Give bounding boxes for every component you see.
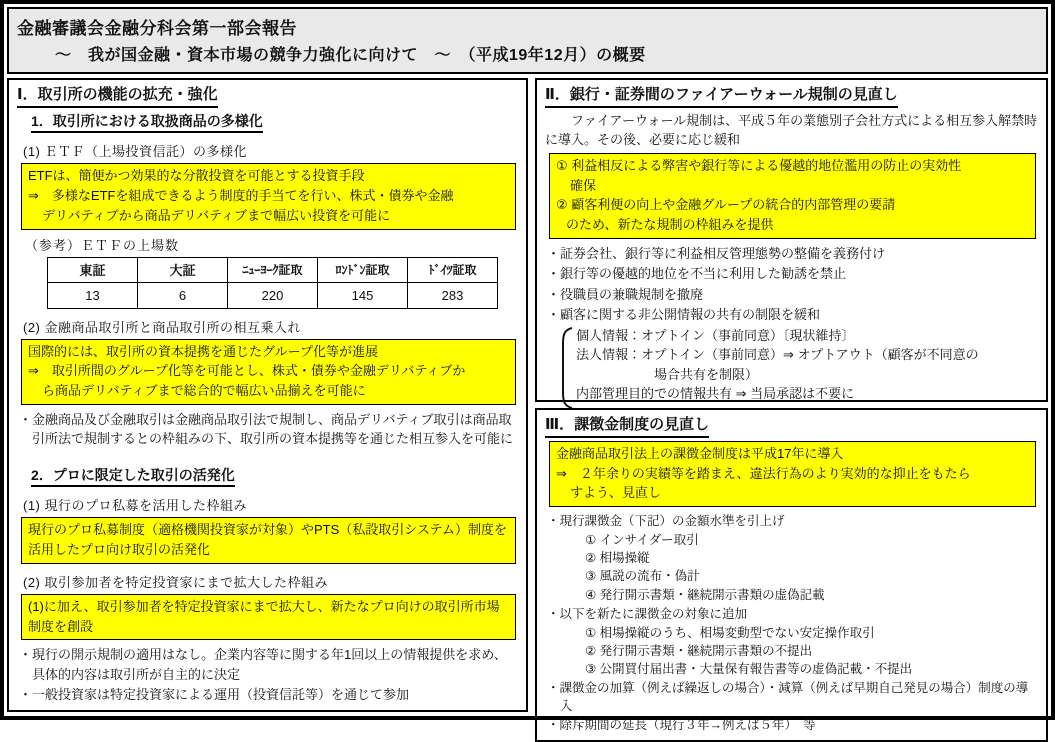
brace-item-continuation: 場合共有を制限） xyxy=(654,366,759,382)
brace-item: 内部管理目的での情報共有 ⇒ 当局承認は不要に xyxy=(576,386,855,402)
information-sharing-items xyxy=(576,326,1038,410)
numbered-item: ③ 風説の流布・偽計 xyxy=(585,569,700,584)
table-header-cell: 大証 xyxy=(138,257,228,282)
etf-listings-table xyxy=(47,257,498,309)
bullet-item: ・現行の開示規制の適用はなし。企業内容等に関する年1回以上の情報提供を求め、具体的内容は取引所が自主的に決定 xyxy=(19,647,507,682)
section-i-2-heading: 2．プロに限定した取引の活発化 xyxy=(31,467,518,488)
highlight-line: 現行のプロ私募制度（適格機関投資家が対象）やPTS（私設取引システム）制度を活用したプロ向け取引の活発化 xyxy=(28,522,507,557)
title-box xyxy=(7,7,1048,74)
etf-table-caption: （参考）ＥＴＦの上場数 xyxy=(25,237,180,253)
item-2-2-heading: (2) 取引参加者を特定投資家にまで拡大した枠組み xyxy=(23,574,329,590)
highlight-box-etf xyxy=(21,163,516,229)
information-sharing-group xyxy=(559,326,1038,410)
doc-title-line1: 金融審議会金融分科会第一部会報告 xyxy=(17,19,297,38)
right-column xyxy=(535,78,1048,733)
highlight-line: ① 利益相反による弊害や銀行等による優越的地位濫用の防止の実効性 xyxy=(556,157,962,173)
item-1-1-heading: (1) ＥＴＦ（上場投資信託）の多様化 xyxy=(23,144,248,160)
section-i-heading: Ⅰ．取引所の機能の拡充・強化 xyxy=(17,86,518,108)
section-ii-heading: Ⅱ．銀行・証券間のファイアーウォール規制の見直し xyxy=(545,86,1038,108)
table-value-cell: 220 xyxy=(228,282,318,308)
highlight-line: ⇒ 取引所間のグループ化等を可能とし、株式・債券や金融デリバティブか xyxy=(28,363,466,379)
table-header-cell: ﾄﾞｲﾂ証取 xyxy=(408,257,498,282)
item-2-1-heading: (1) 現行のプロ私募を活用した枠組み xyxy=(23,498,248,514)
highlight-line: デリバティブから商品デリバティブまで幅広い投資を可能に xyxy=(42,207,391,223)
section-iii-heading: Ⅲ．課徴金制度の見直し xyxy=(545,416,1038,438)
bullet-item: ・現行課徴金（下記）の金額水準を引上げ xyxy=(547,514,785,528)
highlight-line: すよう、見直し xyxy=(570,485,662,501)
highlight-box-surcharge xyxy=(549,441,1036,507)
highlight-box-mutual-entry xyxy=(21,339,516,405)
bullet-item: ・以下を新たに課徴金の対象に追加 xyxy=(547,606,748,621)
highlight-line: ② 顧客利便の向上や金融グループの統合的内部管理の要請 xyxy=(556,197,896,213)
bullet-item: ・除斥期間の延長（現行３年→例えば５年） 等 xyxy=(547,718,816,733)
bullet-item: ・課徴金の加算（例えば繰返しの場合）・減算（例えば早期自己発見の場合）制度の導入 xyxy=(547,681,1029,714)
table-value-row xyxy=(48,282,498,308)
left-brace-icon xyxy=(559,326,573,410)
two-column-area xyxy=(7,78,1048,733)
doc-title-line2: ～ 我が国金融・資本市場の競争力強化に向けて ～ （平成19年12月）の概要 xyxy=(55,47,646,64)
table-value-cell: 13 xyxy=(48,282,138,308)
highlight-line: 金融商品取引法上の課徴金制度は平成17年に導入 xyxy=(556,445,844,461)
numbered-item: ① インサイダー取引 xyxy=(585,533,699,548)
section-ii-intro: ファイアーウォール規制は、平成５年の業態別子会社方式による相互参入解禁時に導入。その後、必要に応じ緩和 xyxy=(545,112,1038,148)
highlight-box-firewall xyxy=(549,153,1036,239)
item-1-2-heading: (2) 金融商品取引所と商品取引所の相互乗入れ xyxy=(23,319,302,335)
highlight-line: (1)に加え、取引参加者を特定投資家にまで拡大し、新たなプロ向けの取引所市場制度を創設 xyxy=(28,598,500,634)
bullet-item: ・銀行等の優越的地位を不当に利用した勧誘を禁止 xyxy=(547,266,847,282)
bullet-item: ・金融商品及び金融取引は金融商品取引法で規制し、商品デリバティブ取引は商品取引所法で規制するとの枠組みの下、取引所の資本提携等を通じた相互参入を可能に xyxy=(19,411,514,447)
table-header-cell: ﾆｭｰﾖｰｸ証取 xyxy=(228,257,318,282)
highlight-line: ⇒ 多様なETFを組成できるよう制度的手当てを行い、株式・債券や金融 xyxy=(28,188,454,203)
bullet-item: ・顧客に関する非公開情報の共有の制限を緩和 xyxy=(547,307,821,323)
table-value-cell: 283 xyxy=(408,282,498,308)
highlight-box-pro-placement xyxy=(21,517,516,564)
highlight-line: ⇒ ２年余りの実績等を踏まえ、違法行為のより実効的な抑止をもたら xyxy=(556,465,971,481)
table-header-cell: ﾛﾝﾄﾞﾝ証取 xyxy=(318,257,408,282)
section-i-box xyxy=(7,78,528,712)
numbered-item: ③ 公開買付届出書・大量保有報告書等の虚偽記載・不提出 xyxy=(585,662,913,676)
numbered-item: ② 相場操縦 xyxy=(585,551,650,566)
highlight-line: のため、新たな規制の枠組みを提供 xyxy=(566,217,774,232)
brace-item: 個人情報：オプトイン（事前同意）〔現状維持〕 xyxy=(576,327,855,343)
table-header-cell: 東証 xyxy=(48,257,138,282)
numbered-item: ④ 発行開示書類・継続開示書類の虚偽記載 xyxy=(585,587,825,602)
numbered-item: ① 相場操縦のうち、相場変動型でない安定操作取引 xyxy=(585,625,875,640)
table-header-row xyxy=(48,257,498,282)
section-i-1-heading: 1．取引所における取扱商品の多様化 xyxy=(31,113,518,134)
highlight-line: 確保 xyxy=(570,177,597,193)
highlight-line: ら商品デリバティブまで総合的で幅広い品揃えを可能に xyxy=(42,383,366,398)
highlight-line: 国際的には、取引所の資本提携を通じたグループ化等が進展 xyxy=(28,343,378,359)
numbered-item: ② 発行開示書類・継続開示書類の不提出 xyxy=(585,643,813,658)
bullet-item: ・証券会社、銀行等に利益相反管理態勢の整備を義務付け xyxy=(547,245,886,261)
section-ii-box xyxy=(535,78,1048,402)
section-iii-box xyxy=(535,408,1048,742)
highlight-line: ETFは、簡便かつ効果的な分散投資を可能とする投資手段 xyxy=(28,168,365,184)
brace-item: 法人情報：オプトイン（事前同意）⇒ オプトアウト（顧客が不同意の xyxy=(576,347,979,363)
highlight-box-new-pro-market xyxy=(21,594,516,641)
bullet-item: ・一般投資家は特定投資家による運用（投資信託等）を通じて参加 xyxy=(19,687,410,703)
table-value-cell: 6 xyxy=(138,282,228,308)
table-value-cell: 145 xyxy=(318,282,408,308)
bullet-item: ・役職員の兼職規制を撤廃 xyxy=(547,286,704,302)
